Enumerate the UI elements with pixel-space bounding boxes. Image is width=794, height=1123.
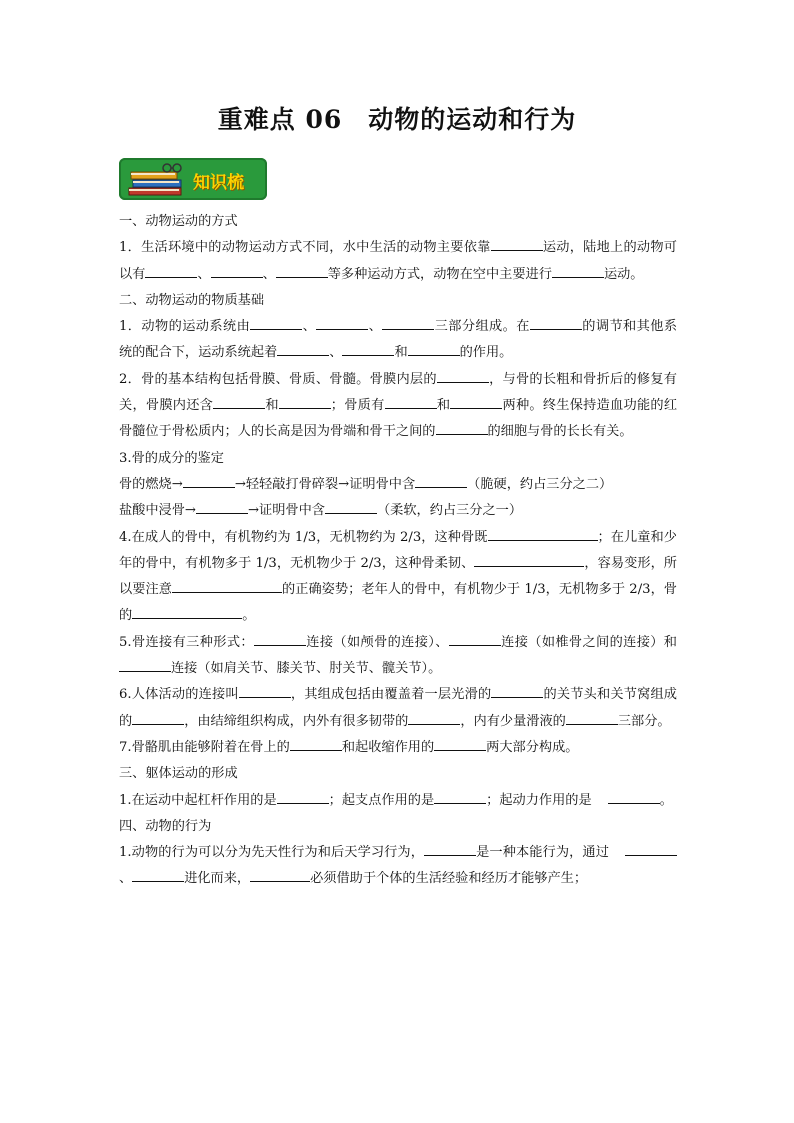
text-run: 连接（如椎骨之间的连接）和 [500, 634, 677, 650]
section-2-item-1 [119, 314, 677, 367]
text-run: 、 [197, 266, 211, 282]
blank [415, 472, 467, 488]
text-run: 、 [302, 319, 317, 335]
blank [491, 682, 543, 698]
section-1-heading [119, 209, 677, 235]
blank [119, 656, 171, 672]
text-run: 的正确姿势；老年人的骨中，有机物少于 1/3，无机物多于 2/3，骨的 [119, 582, 677, 624]
section-2-item-5 [119, 630, 677, 683]
text-run: 运动，陆地上的动物可以有 [119, 240, 677, 282]
text-run: 、 [119, 871, 133, 887]
blank [625, 840, 677, 856]
blank [608, 788, 660, 804]
text-run: 5.骨连接有三种形式： [119, 634, 254, 650]
text-run: 两大部分构成。 [486, 739, 579, 755]
blank [450, 393, 502, 409]
text-run: 。 [659, 792, 673, 808]
blank [239, 682, 291, 698]
text-run: 进化而来， [184, 871, 251, 887]
blank [196, 498, 248, 514]
section-2-heading [119, 288, 677, 314]
blank [474, 551, 584, 567]
text-run: 1.动物的行为可以分为先天性行为和后天学习行为， [119, 845, 425, 861]
text-run: 和 [394, 345, 408, 361]
text-run: 和 [436, 398, 451, 414]
blank [279, 393, 331, 409]
blank [254, 630, 306, 646]
text-run: 1．生活环境中的动物运动方式不同，水中生活的动物主要依靠 [119, 240, 491, 256]
text-run: 等多种运动方式，动物在空中主要进行 [327, 266, 552, 282]
text-run: 的关节头和关节窝组成的 [119, 687, 677, 729]
blank [566, 709, 618, 725]
text-run: （柔软，约占三分之一） [377, 503, 523, 519]
blank [211, 262, 263, 278]
text-run: ，内有少量滑液的 [460, 713, 566, 729]
text-run: 。 [242, 608, 256, 624]
text-run: 1．动物的运动系统由 [119, 319, 251, 335]
section-3-item-1 [119, 788, 677, 814]
text-run: 连接（如肩关节、膝关节、肘关节、髋关节）。 [171, 661, 442, 677]
blank [277, 788, 329, 804]
blank [145, 262, 197, 278]
blank [436, 419, 488, 435]
blank [552, 262, 604, 278]
knowledge-badge [119, 158, 267, 200]
text-run: ，其组成包括由覆盖着一层光滑的 [290, 687, 492, 703]
text-run: ；起动力作用的是 [486, 792, 592, 808]
blank [408, 340, 460, 356]
blank [408, 709, 460, 725]
blank [342, 340, 394, 356]
text-run: 、 [368, 319, 383, 335]
text-run: 是一种本能行为，通过 [476, 845, 609, 861]
blank [385, 393, 437, 409]
title-text: 动物的运动和行为 [368, 105, 577, 134]
text-run: 四、动物的行为 [119, 818, 212, 834]
blank [434, 788, 486, 804]
text-run: 的作用。 [459, 345, 513, 361]
text-run: 一、动物运动的方式 [119, 214, 238, 229]
blank [277, 340, 329, 356]
text-run: 三部分。 [617, 713, 671, 729]
text-run: 三、躯体运动的形成 [119, 766, 238, 782]
section-4-item-1 [119, 840, 677, 893]
text-run: 、 [262, 266, 276, 282]
text-run: ；起支点作用的是 [328, 792, 435, 808]
text-run: 骨的燃烧→ [119, 476, 183, 492]
text-run: →证明骨中含 [248, 503, 325, 519]
blank [250, 314, 302, 330]
blank [276, 262, 328, 278]
blank [132, 866, 184, 882]
section-2-item-6 [119, 682, 677, 735]
text-run: 6.人体活动的连接叫 [119, 687, 239, 703]
text-run: 三部分组成。在 [434, 319, 530, 335]
bone-acid-line [119, 498, 677, 524]
text-run: 3.骨的成分的鉴定 [119, 450, 224, 466]
section-4-heading [119, 814, 677, 840]
text-run: 盐酸中浸骨→ [119, 503, 196, 519]
blank [530, 314, 582, 330]
text-run: ，由结缔组织构成，内外有很多韧带的 [184, 713, 409, 729]
blank [424, 840, 476, 856]
page-title [0, 100, 794, 136]
section-2-item-3-heading [119, 446, 677, 472]
section-2-item-4 [119, 525, 677, 630]
text-run: 4.在成人的骨中，有机物约为 1/3，无机物约为 2/3，这种骨既 [119, 529, 488, 545]
blank [316, 314, 368, 330]
blank [132, 603, 242, 619]
text-run: ；在儿童和少年的骨中，有机物多于 1/3，无机物少于 2/3，这种骨柔韧、 [119, 529, 677, 571]
text-run: 2．骨的基本结构包括骨膜、骨质、骨髓。骨膜内层的 [119, 371, 437, 387]
text-run: 的细胞与骨的长长有关。 [487, 424, 633, 440]
books-icon [127, 160, 189, 198]
text-run: 必须借助于个体的生活经验和经历才能够产生； [310, 871, 588, 887]
bone-burning-line [119, 472, 677, 498]
blank [172, 577, 282, 593]
text-run: 和 [265, 398, 279, 414]
title-number: 重难点 06 [217, 105, 343, 134]
blank [434, 735, 486, 751]
text-run: ，容易变形，所以要注意 [119, 555, 677, 598]
blank [325, 498, 377, 514]
blank [449, 630, 501, 646]
badge-label: 知识梳 [193, 173, 244, 193]
blank [491, 235, 543, 251]
text-run: 连接（如颅骨的连接）、 [305, 634, 449, 650]
blank [488, 525, 598, 541]
text-run: 和起收缩作用的 [341, 739, 435, 755]
text-run: 运动。 [603, 266, 644, 282]
blank [183, 472, 235, 488]
text-run: 1.在运动中起杠杆作用的是 [119, 792, 277, 808]
blank [132, 709, 184, 725]
section-1-item-1 [119, 235, 677, 288]
text-run: ；骨质有 [330, 398, 385, 414]
section-2-item-7 [119, 735, 677, 761]
blank [213, 393, 265, 409]
text-run: 7.骨骼肌由能够附着在骨上的 [119, 739, 290, 755]
text-run: 、 [329, 345, 343, 361]
text-run: →轻轻敲打骨碎裂→证明骨中含 [234, 476, 416, 492]
blank [437, 367, 489, 383]
text-run: 两种。终生保持造血功能的红骨髓位于骨松质内；人的长高是因为骨端和骨干之间的 [119, 398, 678, 440]
text-run: 的调节和其他系统的配合下，运动系统起着 [119, 319, 678, 361]
text-run: ，与骨的长粗和骨折后的修复有关，骨膜内还含 [119, 371, 677, 414]
section-3-heading [119, 761, 677, 787]
content [119, 209, 677, 893]
section-2-item-2 [119, 367, 677, 446]
blank [250, 866, 310, 882]
blank [382, 314, 434, 330]
text-run: 二、动物运动的物质基础 [119, 292, 265, 308]
blank [290, 735, 342, 751]
text-run: （脆硬，约占三分之二） [467, 476, 613, 492]
